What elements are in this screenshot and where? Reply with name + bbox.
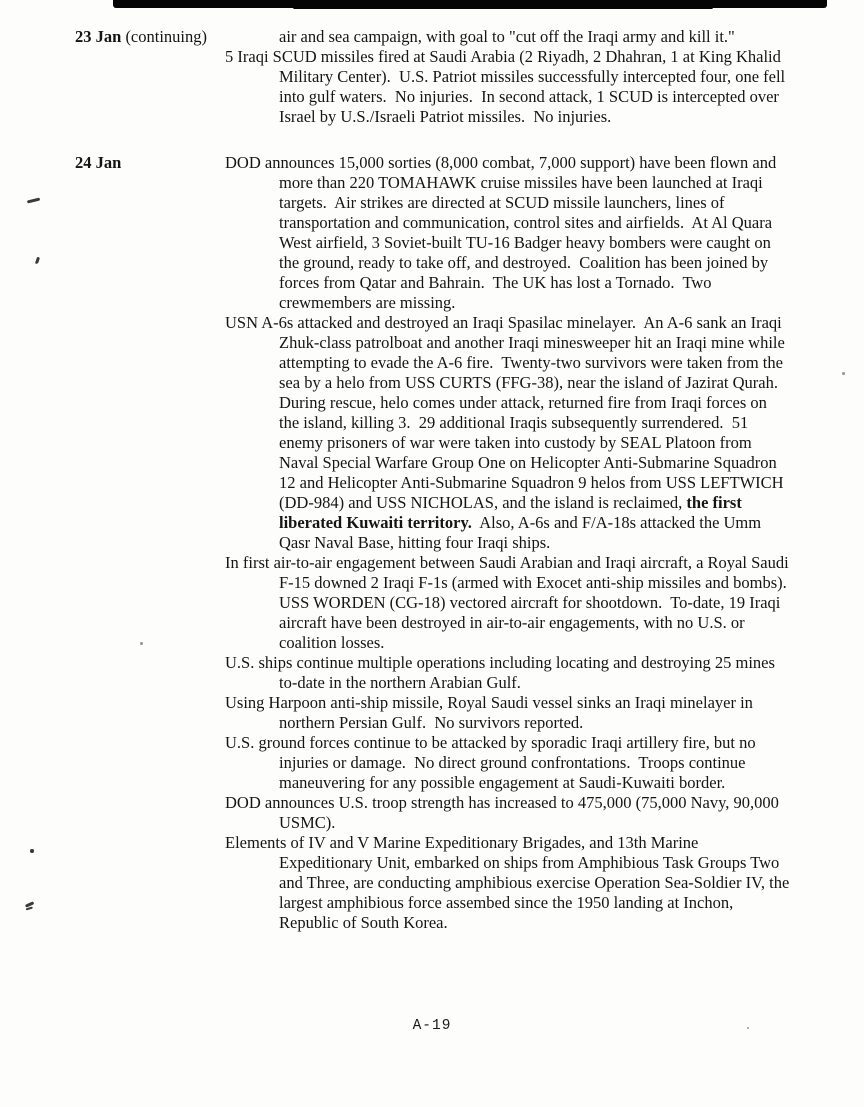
scan-edge-artifact [113, 0, 827, 8]
paragraph-text: Also, A-6s and F/A-18s attacked the Umm Qasr Naval Base, hitting four Iraqi ships. [279, 513, 766, 552]
paragraph-text: USN A-6s attacked and destroyed an Iraqi Spasilac minelayer. An A-6 sank an Iraqi Zhuk-class patrolboat and another Iraqi minesweeper hit an Iraqi mine while attempting to evade the A-6 fire. Twenty-two survivors were taken from the sea by a helo from USS CURTS (FFG-38), near the island of Jazirat Qurah. During rescue, helo comes under attack, returned fire from Iraqi forces on the island, killing 3. 29 additional Iraqis subsequently surrendered. 51 enemy prisoners of war were taken into custody by SEAL Platoon from Naval Special Warfare Group One on Helicopter Anti-Submarine Squadron 12 and Helicopter Anti-Submarine Squadron 9 helos from USS LEFTWICH (DD-984) and USS NICHOLAS, and the island is reclaimed, [225, 313, 789, 512]
entry-24-jan [75, 153, 795, 933]
chronology-paragraph: air and sea campaign, with goal to "cut off the Iraqi army and kill it." [279, 27, 735, 46]
entry-date-suffix: (continuing) [121, 27, 208, 46]
chronology-paragraph: In first air-to-air engagement between Saudi Arabian and Iraqi aircraft, a Royal Saudi F-15 downed 2 Iraqi F-1s (armed with Exocet anti-ship missiles and bombs). USS WORDEN (CG-18) vectored aircraft for shootdown. To-date, 19 Iraqi aircraft have been destroyed in air-to-air engagements, with no U.S. or coalition losses. [225, 553, 796, 652]
entry-23-jan [75, 27, 795, 127]
scan-artifact [25, 901, 34, 907]
entry-date-label: 24 Jan [75, 153, 122, 172]
chronology-paragraph: DOD announces 15,000 sorties (8,000 combat, 7,000 support) have been flown and more than 220 TOMAHAWK cruise missiles have been launched at Iraqi targets. Air strikes are directed at SCUD missile launchers, lines of transportation and communication, control sites and airfields. At Al Quara West airfield, 3 Soviet-built TU-16 Badger heavy bombers were caught on the ground, ready to take off, and destroyed. Coalition has been joined by forces from Qatar and Bahrain. The UK has lost a Tornado. Two crewmembers are missing. [225, 153, 781, 312]
chronology-paragraph: DOD announces U.S. troop strength has increased to 475,000 (75,000 Navy, 90,000 USMC). [225, 793, 784, 832]
entry-date-label: 23 Jan [75, 27, 122, 46]
chronology-paragraph: U.S. ships continue multiple operations including locating and destroying 25 mines to-date in the northern Arabian Gulf. [225, 653, 780, 692]
entry-body [225, 153, 796, 933]
scan-speck [842, 372, 845, 375]
entry-body [225, 27, 791, 127]
entry-date [75, 27, 225, 47]
scan-artifact [30, 849, 34, 853]
scan-artifact [35, 257, 40, 265]
page-number: A-19 [412, 1018, 452, 1034]
chronology-paragraph: 5 Iraqi SCUD missiles fired at Saudi Arabia (2 Riyadh, 2 Dhahran, 1 at King Khalid Military Center). U.S. Patriot missiles successfully intercepted four, one fell into gulf waters. No injuries. In second attack, 1 SCUD is intercepted over Israel by U.S./Israeli Patriot missiles. No injuries. [225, 47, 790, 126]
chronology-paragraph [225, 313, 791, 553]
chronology-paragraph: Using Harpoon anti-ship missile, Royal Saudi vessel sinks an Iraqi minelayer in northern Persian Gulf. No survivors reported. [225, 693, 758, 732]
entry-date [75, 153, 225, 173]
chronology-paragraph: U.S. ground forces continue to be attacked by sporadic Iraqi artillery fire, but no injuries or damage. No direct ground confrontations. Troops continue maneuvering for any possible engagement at Saudi-Kuwaiti border. [225, 733, 760, 792]
paragraph-bold-text: the first liberated Kuwaiti territory. [279, 493, 746, 532]
scan-artifact [27, 197, 40, 203]
chronology-content [75, 27, 795, 933]
chronology-paragraph: Elements of IV and V Marine Expeditionary Brigades, and 13th Marine Expeditionary Unit, embarked on ships from Amphibious Task Groups Two and Three, are conducting amphibious exercise Operation Sea-Soldier IV, the largest amphibious force assembed since the 1950 landing at Inchon, Republic of South Korea. [225, 833, 794, 932]
